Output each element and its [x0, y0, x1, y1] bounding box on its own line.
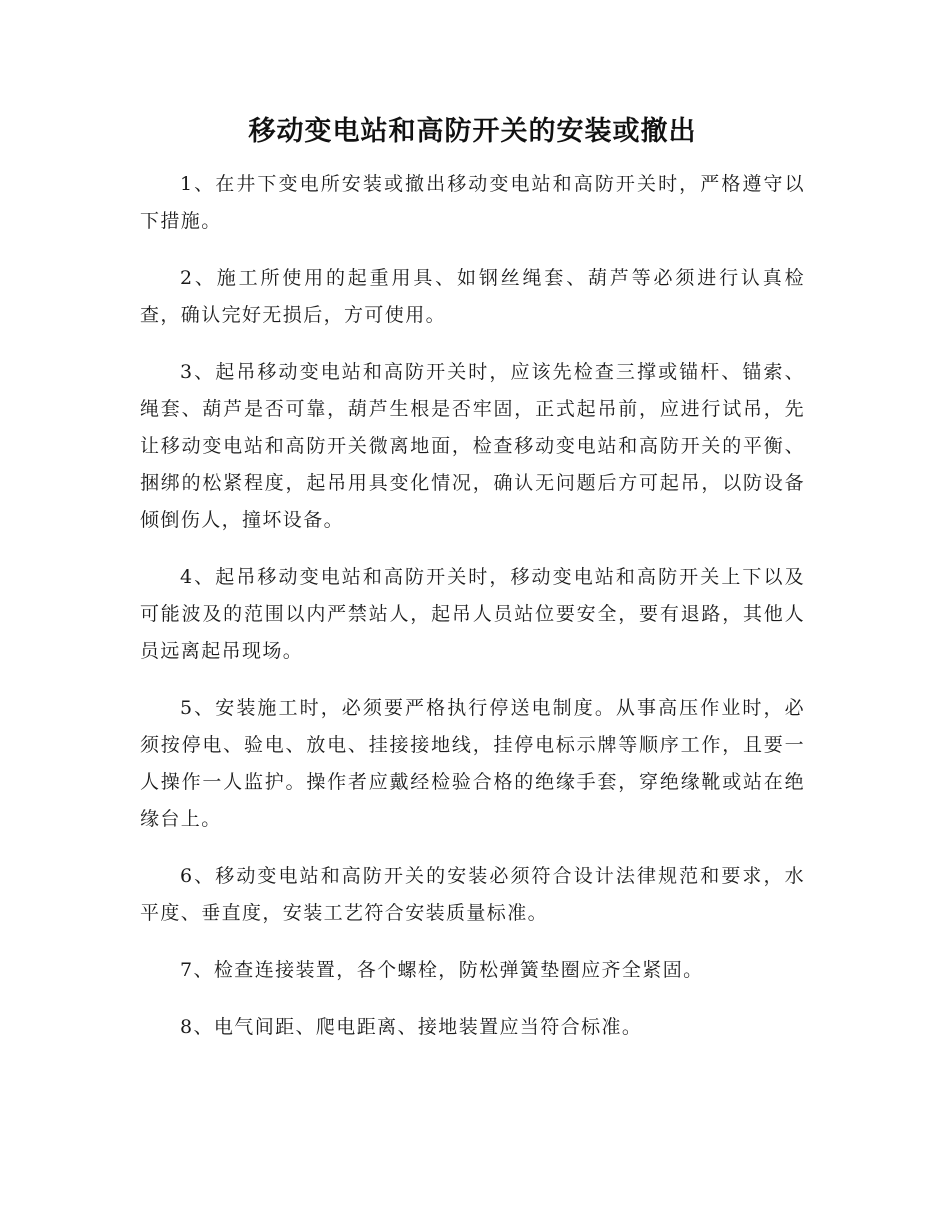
- document-title: 移动变电站和高防开关的安装或撤出: [248, 116, 697, 147]
- paragraph-2: 2、施工所使用的起重用具、如钢丝绳套、葫芦等必须进行认真检查，确认完好无损后，方可使用。: [140, 267, 805, 326]
- paragraph-1: 1、在井下变电所安装或撤出移动变电站和高防开关时，严格遵守以下措施。: [140, 173, 805, 232]
- paragraph-3: 3、起吊移动变电站和高防开关时，应该先检查三撑或锚杆、锚索、绳套、葫芦是否可靠，葫芦生根是否牢固，正式起吊前，应进行试吊，先让移动变电站和高防开关微离地面，检查移动变电站和高防开关的平衡、捆绑的松紧程度，起吊用具变化情况，确认无问题后方可起吊，以防设备倾倒伤人，撞坏设备。: [140, 361, 805, 531]
- paragraph-5: 5、安装施工时，必须要严格执行停送电制度。从事高压作业时，必须按停电、验电、放电、挂接接地线，挂停电标示牌等顺序工作，且要一人操作一人监护。操作者应戴经检验合格的绝缘手套，穿绝缘靴或站在绝缘台上。: [140, 697, 805, 830]
- document-page: [140, 112, 805, 1066]
- paragraph-6: 6、移动变电站和高防开关的安装必须符合设计法律规范和要求，水平度、垂直度，安装工艺符合安装质量标准。: [140, 865, 805, 924]
- paragraph-7: 7、检查连接装置，各个螺栓，防松弹簧垫圈应齐全紧固。: [180, 959, 704, 981]
- paragraph-8: 8、电气间距、爬电距离、接地装置应当符合标准。: [180, 1016, 643, 1038]
- paragraph-4: 4、起吊移动变电站和高防开关时，移动变电站和高防开关上下以及可能波及的范围以内严禁站人，起吊人员站位要安全，要有退路，其他人员远离起吊现场。: [140, 566, 805, 662]
